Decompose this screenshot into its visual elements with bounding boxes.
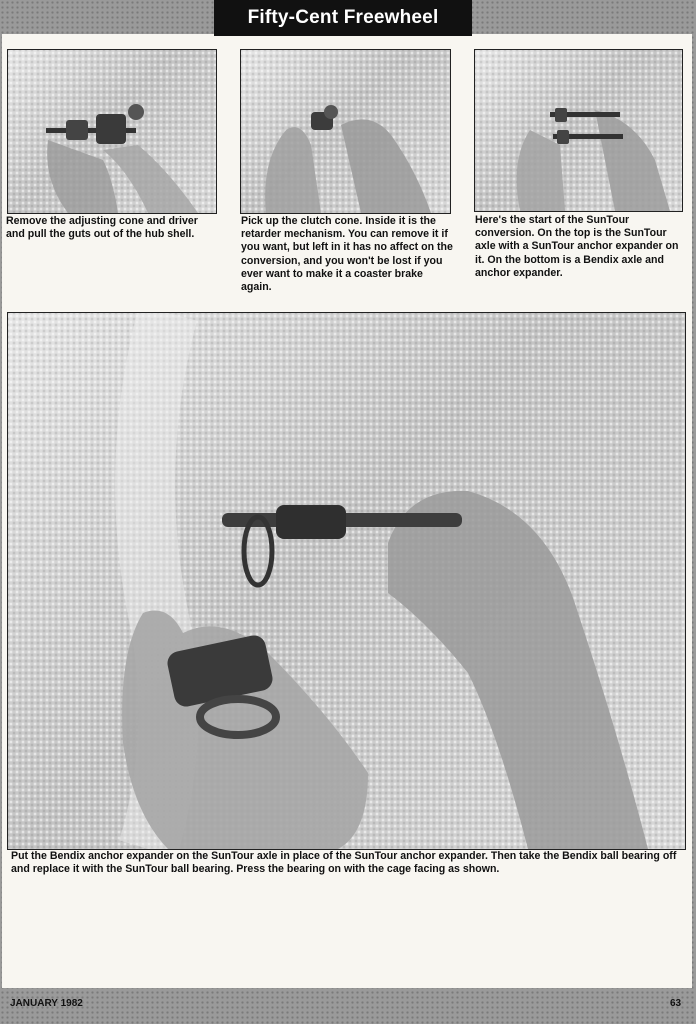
caption-photo-3: Here's the start of the SunTour conversion. On the top is the SunTour axle with a SunTour anchor expander on it. On the bottom is a Bendix axle and anchor expander. [475, 214, 679, 279]
hands-holding-two-axles-illustration [475, 50, 682, 211]
hands-with-axle-and-bearing-illustration [8, 313, 685, 849]
photo-clutch-cone [240, 49, 451, 214]
photo-bendix-expander [7, 312, 686, 850]
hands-holding-hub-illustration [8, 50, 216, 213]
page-number: 63 [670, 998, 682, 1009]
caption-photo-1: Remove the adjusting cone and driver and pull the guts out of the hub shell. [6, 215, 198, 241]
caption-main-photo: Put the Bendix anchor expander on the SunTour axle in place of the SunTour anchor expander. Then take the Bendix ball bearing off and replace it with the SunTour ball bearing. Press the bearing on with the cage facing as shown. [11, 850, 677, 876]
issue-date: JANUARY 1982 [10, 998, 83, 1009]
caption-photo-2: Pick up the clutch cone. Inside it is the retarder mechanism. You can remove it if you want, but left in it has no affect on the conversion, and you won't be lost if you ever want to make it a coaster brake again. [241, 215, 453, 294]
photo-axles [474, 49, 683, 212]
article-title: Fifty-Cent Freewheel [214, 0, 472, 36]
hands-holding-clutch-cone-illustration [241, 50, 450, 213]
photo-hub-disassembly [7, 49, 217, 214]
